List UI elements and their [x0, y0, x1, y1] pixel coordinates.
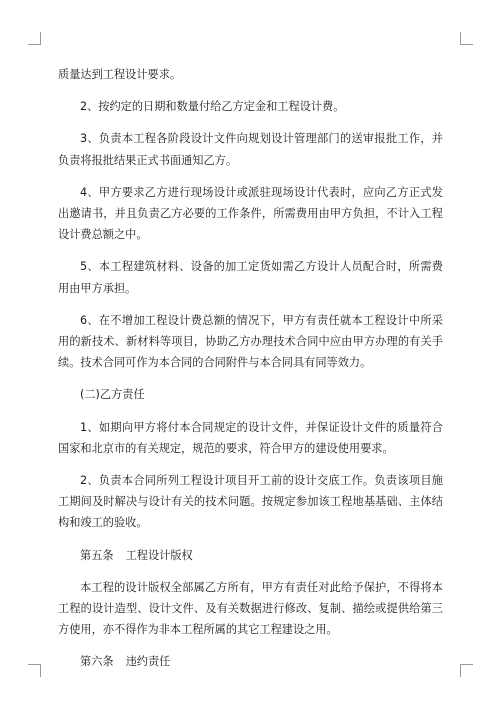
crop-mark-top-right — [460, 32, 473, 45]
paragraph-continuation: 质量达到工程设计要求。 — [58, 68, 182, 81]
crop-mark-bottom-left — [28, 664, 41, 677]
article-6-heading — [58, 651, 443, 672]
article-5-body: 本工程的设计版权全部属乙方所有，甲方有责任对此给予保护，不得将本工程的设计造型、设计文件、及有关数据进行修改、复制、描绘或提供给第三方使用，亦不得作为非本工程所属的其它工程建设之用。 — [58, 580, 443, 637]
crop-mark-top-left — [28, 32, 41, 45]
document-body — [58, 64, 443, 673]
paragraph-clause-2: 2、按约定的日期和数量付给乙方定金和工程设计费。 — [80, 100, 345, 114]
article-6-number: 第六条 — [80, 655, 114, 669]
paragraph-clause-5: 5、本工程建筑材料、设备的加工定货如需乙方设计人员配合时，所需费用由甲方承担。 — [58, 260, 443, 295]
paragraph-party-b-clause-1: 1、如期向甲方将付本合同规定的设计文件，并保证设计文件的质量符合国家和北京市的有关规定，规范的要求，符合甲方的建设使用要求。 — [58, 420, 443, 455]
article-6-title: 违约责任 — [125, 655, 171, 669]
paragraph-clause-6: 6、在不增加工程设计费总额的情况下，甲方有责任就本工程设计中所采用的新技术、新材料等项目，协助乙方办理技术合同中应由甲方办理的有关手续。技术合同可作为本合同的合同附件与本合同具有同等效力。 — [58, 313, 443, 370]
article-5-title: 工程设计版权 — [125, 548, 193, 562]
article-5-number: 第五条 — [80, 548, 114, 562]
paragraph-clause-4: 4、甲方要求乙方进行现场设计或派驻现场设计代表时，应向乙方正式发出邀请书，并且负责乙方必要的工作条件，所需费用由甲方负担，不计入工程设计费总额之中。 — [58, 185, 443, 242]
crop-mark-bottom-right — [460, 664, 473, 677]
section-heading-party-b: (二)乙方责任 — [80, 388, 145, 402]
paragraph-party-b-clause-2: 2、负责本合同所列工程设计项目开工前的设计交底工作。负责该项目施工期间及时解决与设计有关的技术问题。按规定参加该工程地基基础、主体结构和竣工的验收。 — [58, 474, 443, 530]
article-5-heading — [58, 545, 443, 566]
paragraph-clause-3: 3、负责本工程各阶段设计文件向规划设计管理部门的送审报批工作，并负责将报批结果正式书面通知乙方。 — [58, 132, 443, 167]
